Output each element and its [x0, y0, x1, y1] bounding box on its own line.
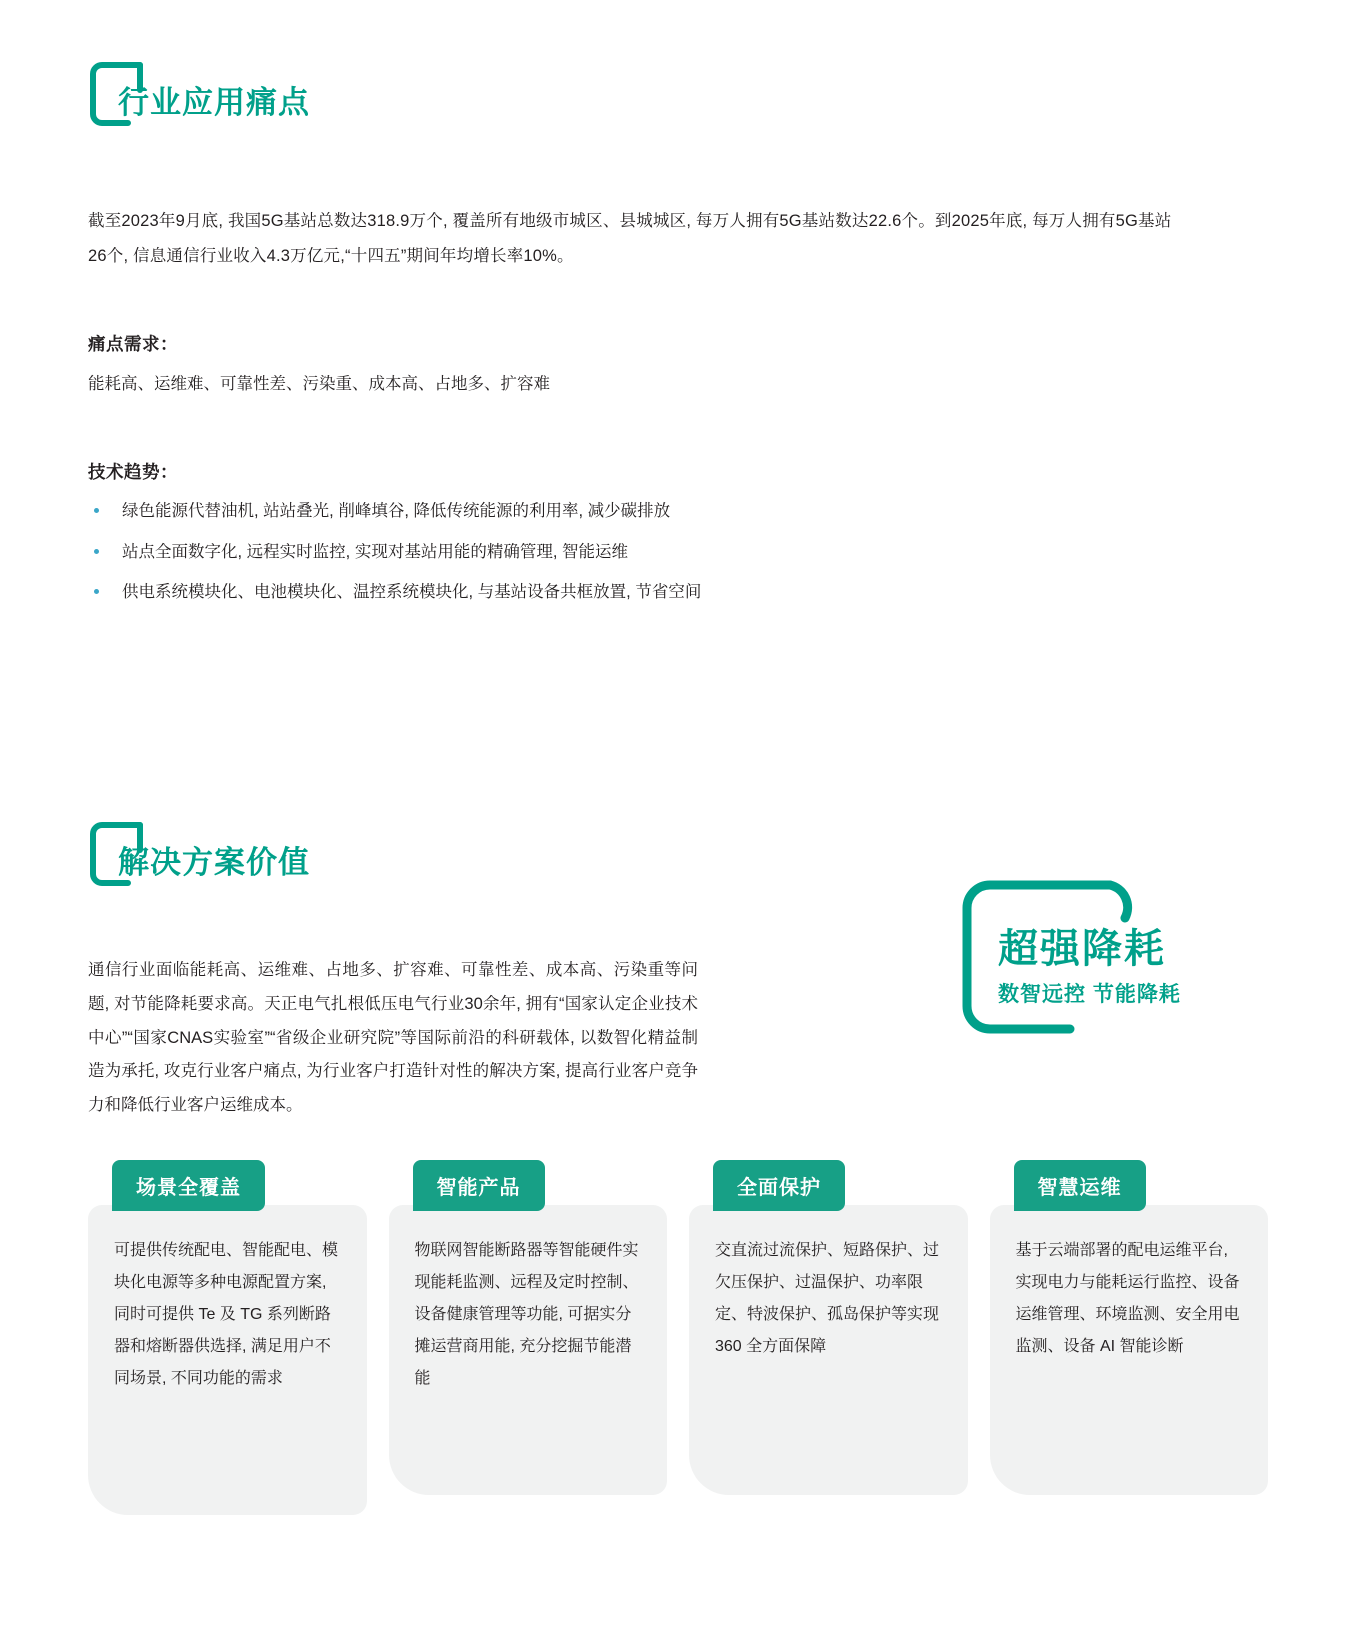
value-section-header: [88, 820, 788, 892]
feature-card: [389, 1160, 668, 1515]
card-body-text: 物联网智能断路器等智能硬件实现能耗监测、远程及定时控制、设备健康管理等功能, 可据实分摊运营商用能, 充分挖掘节能潜能: [389, 1205, 668, 1495]
trend-list: [88, 498, 1268, 619]
list-item-label: 绿色能源代替油机, 站站叠光, 削峰填谷, 降低传统能源的利用率, 减少碳排放: [122, 502, 671, 521]
card-body-text: 交直流过流保护、短路保护、过欠压保护、过温保护、功率限定、特波保护、孤岛保护等实现 360 全方面保障: [689, 1205, 968, 1495]
demand-body: 能耗高、运维难、可靠性差、污染重、成本高、占地多、扩容难: [88, 375, 550, 394]
list-item-label: 站点全面数字化, 远程实时监控, 实现对基站用能的精确管理, 智能运维: [122, 542, 629, 561]
feature-card-row: [88, 1160, 1268, 1515]
card-tab-label: 智慧运维: [1014, 1160, 1146, 1211]
pain-intro-paragraph: 截至2023年9月底, 我国5G基站总数达318.9万个, 覆盖所有地级市城区、县城城区, 每万人拥有5G基站数达22.6个。到2025年底, 每万人拥有5G基站26个, 信息通信行业收入4.3万亿元,“十四五”期间年均增长率10%。: [88, 212, 1172, 265]
feature-card: [990, 1160, 1269, 1515]
card-tab-label: 场景全覆盖: [112, 1160, 265, 1211]
hero-badge: [960, 878, 1230, 1038]
list-item: [88, 539, 1268, 579]
card-body-text: 可提供传统配电、智能配电、模块化电源等多种电源配置方案, 同时可提供 Te 及 TG 系列断路器和熔断器供选择, 满足用户不同场景, 不同功能的需求: [88, 1205, 367, 1515]
list-item-label: 供电系统模块化、电池模块化、温控系统模块化, 与基站设备共框放置, 节省空间: [122, 583, 702, 602]
feature-card: [689, 1160, 968, 1515]
page-title-pain: 行业应用痛点: [118, 84, 310, 120]
list-item: [88, 579, 1268, 619]
bullet-dot-icon: [94, 589, 99, 594]
list-item: [88, 498, 1268, 538]
feature-card: [88, 1160, 367, 1515]
trend-heading: 技术趋势：: [88, 462, 178, 483]
hero-text-group: [998, 926, 1228, 1008]
solution-value-section: [88, 820, 788, 1140]
value-paragraph: 通信行业面临能耗高、运维难、占地多、扩容难、可靠性差、成本高、污染重等问题, 对节能降耗要求高。天正电气扎根低压电气行业30余年, 拥有“国家认定企业技术中心”“国家CNAS实验室”“省级企业研究院”等国际前沿的科研载体, 以数智化精益制造为承托, 攻克行业客户痛点, 为行业客户打造针对性的解决方案, 提高行业客户竞争力和降低行业客户运维成本。: [88, 961, 698, 1115]
hero-headline: 超强降耗: [998, 927, 1166, 971]
card-tab-label: 全面保护: [713, 1160, 845, 1211]
bullet-dot-icon: [94, 508, 99, 513]
hero-subheadline: 数智远控 节能降耗: [998, 983, 1181, 1006]
card-body-text: 基于云端部署的配电运维平台, 实现电力与能耗运行监控、设备运维管理、环境监测、安全用电监测、设备 AI 智能诊断: [990, 1205, 1269, 1495]
demand-heading: 痛点需求：: [88, 334, 178, 355]
pain-points-section: [88, 60, 1268, 619]
pain-section-header: [88, 60, 1268, 132]
bullet-dot-icon: [94, 549, 99, 554]
card-tab-label: 智能产品: [413, 1160, 545, 1211]
page-title-value: 解决方案价值: [118, 844, 310, 880]
